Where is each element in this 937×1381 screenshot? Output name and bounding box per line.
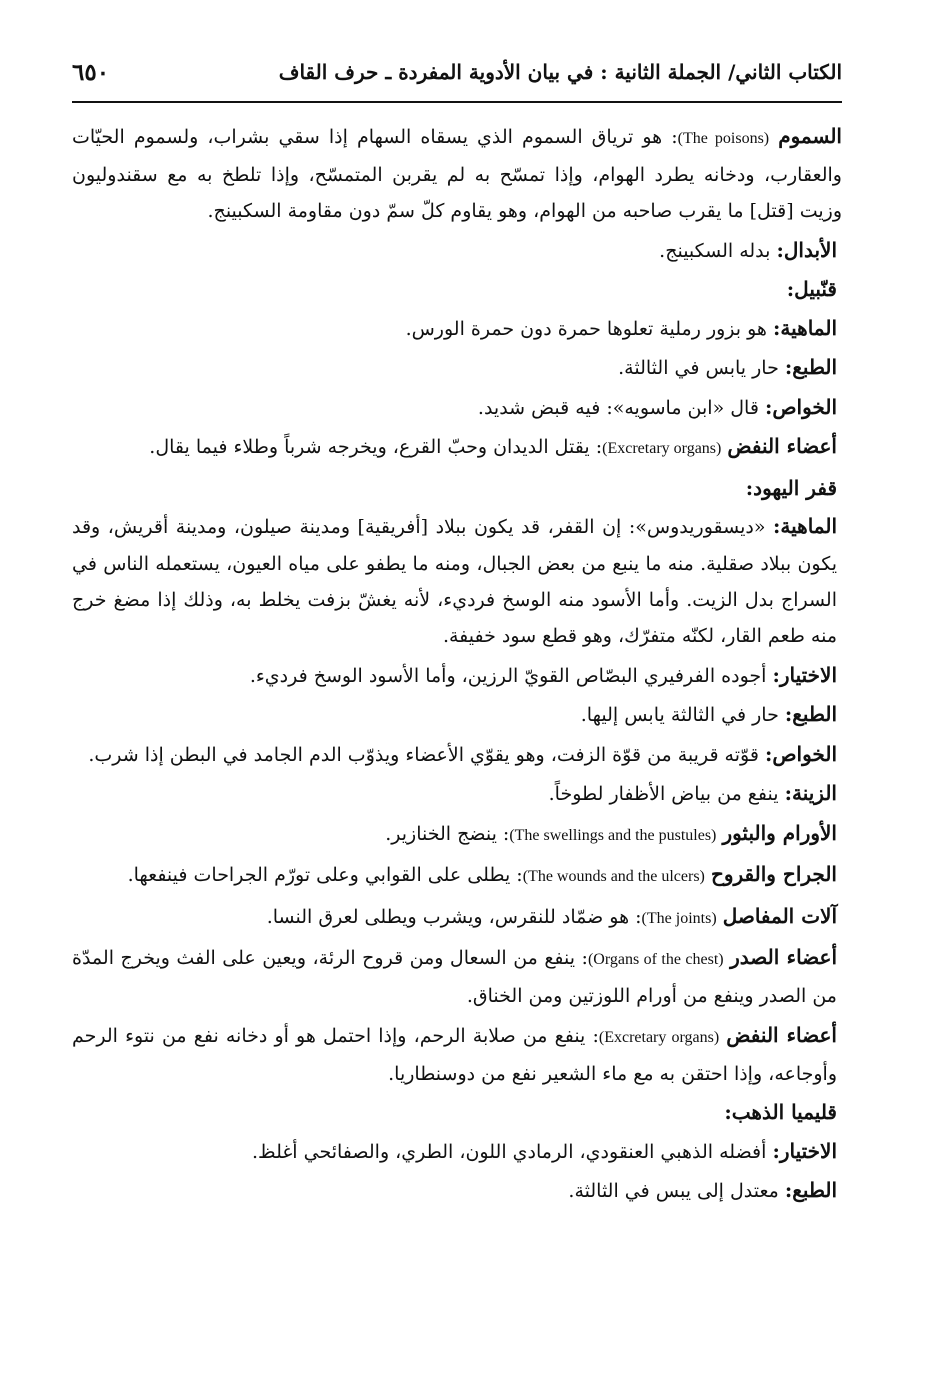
entry-label: الاختيار:	[772, 662, 837, 687]
entry-label: السموم	[778, 124, 842, 148]
entry-heading: قنّبيل:	[786, 277, 837, 302]
entry-english-term: (Excretary organs)	[602, 440, 722, 458]
entry-text: : ينفع من السعال ومن قروح الرئة، ويعين على الفث ويخرج المدّة من الصدر وينفع من أورام اللوزتين ومن الخناق.	[72, 947, 837, 1008]
entry-text: : يقتل الديدان وحبّ القرع، ويخرجه شرباً وطلاء فيما يقال.	[149, 436, 603, 459]
entry-label: الزينة:	[784, 781, 837, 806]
entry-label: الماهية:	[773, 315, 837, 340]
entry-text: معتدل إلى يبس في الثالثة.	[568, 1180, 779, 1203]
entry-text: أجوده الفرفيري البصّاص القويّ الرزين، وأما الأسود الوسخ فرديء.	[249, 664, 767, 687]
header-rule	[72, 101, 842, 103]
entry-text: هو بزور رملية تعلوها حمرة دون حمرة الورس.	[405, 317, 767, 340]
entry-essence	[72, 508, 842, 654]
entry-nature	[72, 696, 842, 733]
entry-english-term: (The poisons)	[677, 130, 770, 147]
entry-nature	[72, 1172, 842, 1209]
entry-adornment	[72, 775, 842, 812]
entry-text: : هو ترياق السموم الذي يسقاه السهام إذا سقي بشراب، ولسموم الحيّات والعقارب، ودخانه يطرد الهوام، وإذا تمسّح به لم يقربن المتمسّح، وإذا تلطخ به مع سقندوليون وزيت [قتل] ما يقرب صاحبه من الهوام، وهو يقاوم كلّ سمّ دون مقاومة السكبينج.	[72, 126, 842, 223]
entry-text: : ينضج الخنازير.	[385, 822, 510, 845]
entry-properties	[72, 389, 842, 426]
entry-heading-qinnabil	[72, 271, 842, 307]
entry-label: الخواص:	[764, 394, 837, 419]
entry-label: أعضاء النفض	[726, 1022, 837, 1047]
entry-excretory-organs	[72, 1017, 842, 1092]
entry-excretory-organs	[72, 428, 842, 467]
entry-label: أعضاء الصدر	[730, 945, 837, 970]
entry-text: حار يابس في الثالثة.	[618, 357, 779, 380]
entry-label: الأورام والبثور	[722, 820, 837, 845]
entry-english-term: (Organs of the chest)	[587, 951, 724, 969]
page-number: ٦٥٠	[72, 58, 110, 86]
entry-heading: قليميا الذهب:	[724, 1100, 837, 1125]
entry-text: «ديسقوريدوس»: إن القفر، قد يكون ببلاد [أفريقية] ومدينة صيلون، ومدينة أقريش، وقد يكون ببلاد صقلية. منه ما ينبع من بعض الجبال، ومنه ما يطفو على مياه العيون، يستعمله الناس في السراج بدل الزيت. وأما الأسود منه الوسخ فرديء، لأنه يغشّ بزفت يخلط به، وذلك إذا مضغ خرج منه طعم القار، لكنّه متفرّك، وهو قطع سود خفيفة.	[72, 516, 837, 648]
entry-label: آلات المفاصل	[722, 903, 837, 928]
entry-english-term: (Excretary organs)	[598, 1028, 720, 1046]
entry-substitutes	[72, 232, 842, 269]
entry-label: الجراح والقروح	[710, 862, 837, 887]
entry-english-term: (The swellings and the pustules)	[509, 826, 717, 844]
page-header	[72, 52, 842, 92]
entry-label: الطبع:	[784, 1178, 837, 1203]
entry-label: الاختيار:	[772, 1138, 837, 1163]
entry-nature	[72, 349, 842, 386]
entry-text: أفضله الذهبي العنقودي، الرمادي اللون، الطري، والصفائحي أغلظ.	[252, 1140, 767, 1163]
entry-text: : ينفع من صلابة الرحم، وإذا احتمل هو أو دخانه نفع من نتوء الرحم وأوجاعه، وإذا احتقن به مع ماء الشعير نفع من دوسنطاريا.	[72, 1024, 837, 1085]
entry-label: الأبدال:	[776, 237, 837, 262]
entry-properties	[72, 736, 842, 773]
entry-heading-qalimiya-al-dhahab	[72, 1094, 842, 1130]
entry-text: : هو ضمّاد للنقرس، ويشرب ويطلى لعرق النسا.	[266, 905, 642, 928]
entry-text: قال «ابن ماسويه»: فيه قبض شديد.	[477, 396, 759, 419]
entry-poisons	[72, 118, 842, 230]
entry-text: : يطلى على القوابي وعلى تورّم الجراحات فينفعها.	[127, 864, 523, 887]
entry-selection	[72, 657, 842, 694]
entry-essence	[72, 310, 842, 347]
entry-label: الطبع:	[784, 355, 837, 380]
page-body	[72, 118, 842, 1212]
entry-label: الماهية:	[773, 514, 837, 539]
entry-text: ينفع من بياض الأظفار لطوخاً.	[548, 783, 779, 806]
entry-swellings	[72, 815, 842, 854]
entry-text: قوّته قريبة من قوّة الزفت، وهو يقوّي الأعضاء ويذوّب الدم الجامد في البطن إذا شرب.	[88, 743, 759, 766]
entry-chest-organs	[72, 939, 842, 1014]
entry-label: الخواص:	[764, 741, 837, 766]
entry-text: حار في الثالثة يابس إليها.	[580, 704, 779, 727]
entry-heading-qafr-al-yahud	[72, 470, 842, 506]
entry-label: الطبع:	[784, 702, 837, 727]
running-title: الكتاب الثاني/ الجملة الثانية : في بيان الأدوية المفردة ـ حرف القاف	[278, 60, 842, 84]
entry-label: أعضاء النفض	[727, 434, 837, 459]
entry-text: بدله السكبينج.	[659, 239, 771, 262]
entry-english-term: (The wounds and the ulcers)	[522, 868, 705, 886]
entry-english-term: (The joints)	[641, 909, 717, 927]
entry-selection	[72, 1133, 842, 1170]
entry-wounds	[72, 856, 842, 895]
entry-heading: قفر اليهود:	[745, 475, 837, 500]
entry-joints	[72, 898, 842, 937]
